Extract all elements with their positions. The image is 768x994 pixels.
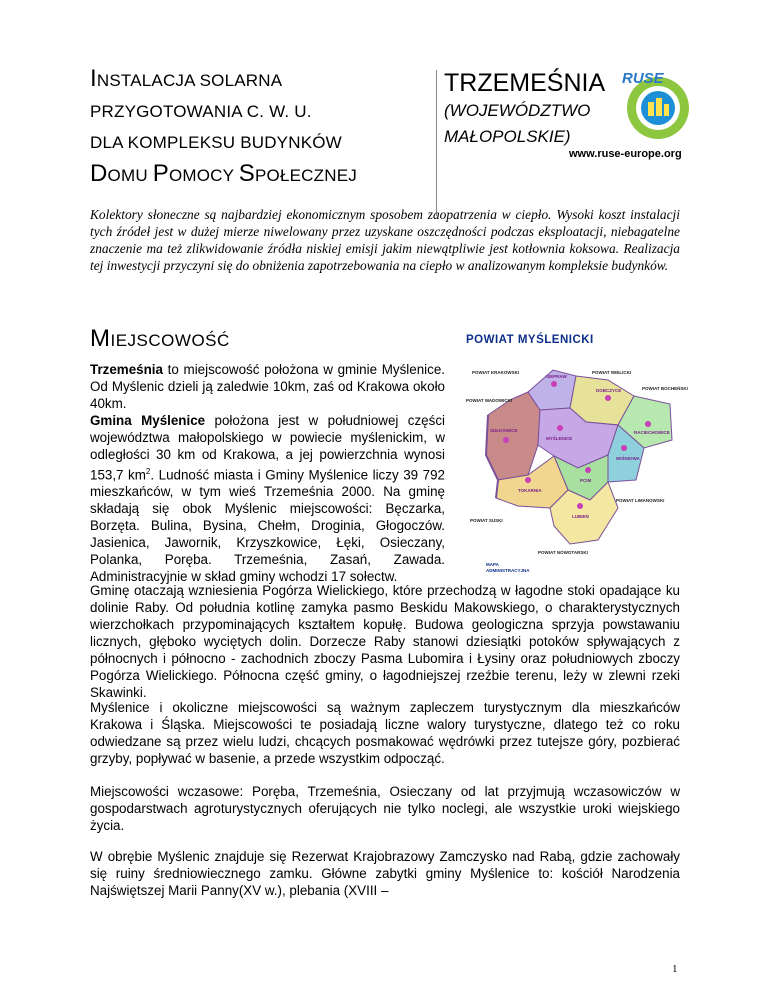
svg-text:POWIAT WADOWICKI: POWIAT WADOWICKI	[466, 398, 513, 403]
svg-text:ADMINISTRACYJNA: ADMINISTRACYJNA	[486, 568, 530, 573]
svg-text:WIŚNIOWA: WIŚNIOWA	[616, 456, 640, 461]
title-line-1: INSTALACJA SOLARNA	[90, 65, 283, 92]
location-voivodeship-2: MAŁOPOLSKIE)	[444, 127, 571, 146]
paragraph-terrain: Gminę otaczają wzniesienia Pogórza Wielickiego, które przechodzą w łagodne stoki opadające ku dolinie Raby. Od południa kotlinę zamyka pasmo Beskidu Makowskiego, o charakterystycznych wierzchołkach przypominających kształtem kopułę. Budowa geologiczna sprzyja powstawaniu licznych, głęboko wyciętych dolin. Dorzecze Raby stanowi dziesiątki potoków spływających z północnych i północno - zachodnich zboczy Pasma Lubomira i Łysiny oraz południowych zboczy Pogórza Wielickiego. Północna część gminy, o łagodniejszej rzeźbie terenu, leży w zlewni rzeki Skawinki.	[90, 583, 680, 700]
svg-text:SUŁKOWICE: SUŁKOWICE	[490, 428, 518, 433]
svg-text:SIEPRAW: SIEPRAW	[546, 374, 567, 379]
svg-text:LUBIEŃ: LUBIEŃ	[572, 514, 589, 519]
svg-text:DOBCZYCE: DOBCZYCE	[596, 388, 622, 393]
svg-text:POWIAT NOWOTARSKI: POWIAT NOWOTARSKI	[538, 550, 588, 555]
title-line-3: DLA KOMPLEKSU BUDYNKÓW	[90, 133, 342, 152]
svg-text:POWIAT KRAKOWSKI: POWIAT KRAKOWSKI	[472, 370, 520, 375]
document-title	[90, 64, 430, 192]
paragraph-tourism: Myślenice i okoliczne miejscowości są ważnym zapleczem turystycznym dla mieszkańców Krakowa i Śląska. Miejscowości te posiadają liczne walory turystyczne, dlatego też co roku odwiedzane są przez wielu ludzi, chcących posmakować wędrówki przez tutejsze góry, pozbierać grzyby, popływać w basenie, a przede wszystkim odpocząć.	[90, 700, 680, 766]
svg-text:MAPA: MAPA	[486, 562, 499, 567]
paragraph-monuments: W obrębie Myślenic znajduje się Rezerwat Krajobrazowy Zamczysko nad Rabą, gdzie zachowały się ruiny średniowiecznego zamku. Główne zabytki gminy Myślenice to: kościół Narodzenia Najświętszej Marii Panny(XV w.), plebania (XVIII –	[90, 849, 680, 898]
svg-text:POWIAT LIMANOWSKI: POWIAT LIMANOWSKI	[616, 498, 665, 503]
county-map	[458, 330, 690, 582]
svg-text:POWIAT BOCHEŃSKI: POWIAT BOCHEŃSKI	[642, 386, 688, 391]
section-heading-miejscowosc: MIEJSCOWOŚĆ	[90, 325, 230, 352]
svg-text:TOKARNIA: TOKARNIA	[518, 488, 542, 493]
intro-paragraph: Kolektory słoneczne są najbardziej ekonomicznym sposobem zaopatrzenia w ciepło. Wysoki koszt instalacji tych źródeł jest w dużej mierze niwelowany przez uzyskane oszczędności podczas eksploatacji, niebagatelne znaczenie ma też zlikwidowanie źródła niskiej emisji jakim niewątpliwie jest kotłownia koksowa. Realizacja tej inwestycji przyczyni się do obniżenia zapotrzebowania na ciepło w analizowanym kompleksie budynków.	[90, 207, 680, 273]
title-line-4: DOMU POMOCY SPOŁECZNEJ	[90, 160, 357, 187]
paragraph-location: Trzemeśnia to miejscowość położona w gminie Myślenice. Od Myślenic dzieli ją zaledwie 10km, zaś od Krakowa około 40km. Gmina Myślenice położona jest w południowej części województwa małopolskiego w powiecie myślenickim, w odległości 30 km od Krakowa, a jej powierzchnia wynosi 153,7 $km^2$. Ludność miasta i Gminy Myślenice liczy 39 792 mieszkańców, w tym wieś Trzemeśnia 2000. Na gminę składają się obok Myślenic miejscowości: Bęczarka, Borzęta. Bulina, Bysina, Chełm, Droginia, Głogoczów. Jasienica, Jawornik, Krzyszkowice, Łęki, Osieczany, Polanka, Poręba. Trzemeśnia, Zasań, Zawada. Administracyjnie w skład gminy wchodzi 17 sołectw.	[90, 362, 445, 585]
paragraph-resorts: Miejscowości wczasowe: Poręba, Trzemeśnia, Osieczany od lat przyjmują wczasowiczów w gospodarstwach agroturystycznych oferujących nie tylko noclegi, ale wszystkie uroki wiejskiego życia.	[90, 784, 680, 833]
page-number: 1	[672, 963, 678, 975]
header-divider	[436, 70, 437, 216]
title-line-2: PRZYGOTOWANIA C. W. U.	[90, 102, 312, 121]
svg-text:POWIAT SUSKI: POWIAT SUSKI	[470, 518, 503, 523]
location-voivodeship-1: (WOJEWÓDZTWO	[444, 101, 591, 120]
svg-text:PCIM: PCIM	[580, 478, 592, 483]
svg-text:POWIAT WIELICKI: POWIAT WIELICKI	[592, 370, 632, 375]
svg-text:RACIECHOWICE: RACIECHOWICE	[634, 430, 670, 435]
ruse-logo	[618, 66, 694, 144]
map-title: POWIAT MYŚLENICKI	[466, 334, 594, 346]
map-graphic	[458, 330, 690, 582]
svg-text:MYŚLENICE: MYŚLENICE	[546, 436, 573, 441]
website-url[interactable]: www.ruse-europe.org	[569, 148, 682, 160]
ruse-logo-text: RUSE	[622, 70, 664, 87]
location-title: TRZEMEŚNIA	[444, 69, 606, 97]
